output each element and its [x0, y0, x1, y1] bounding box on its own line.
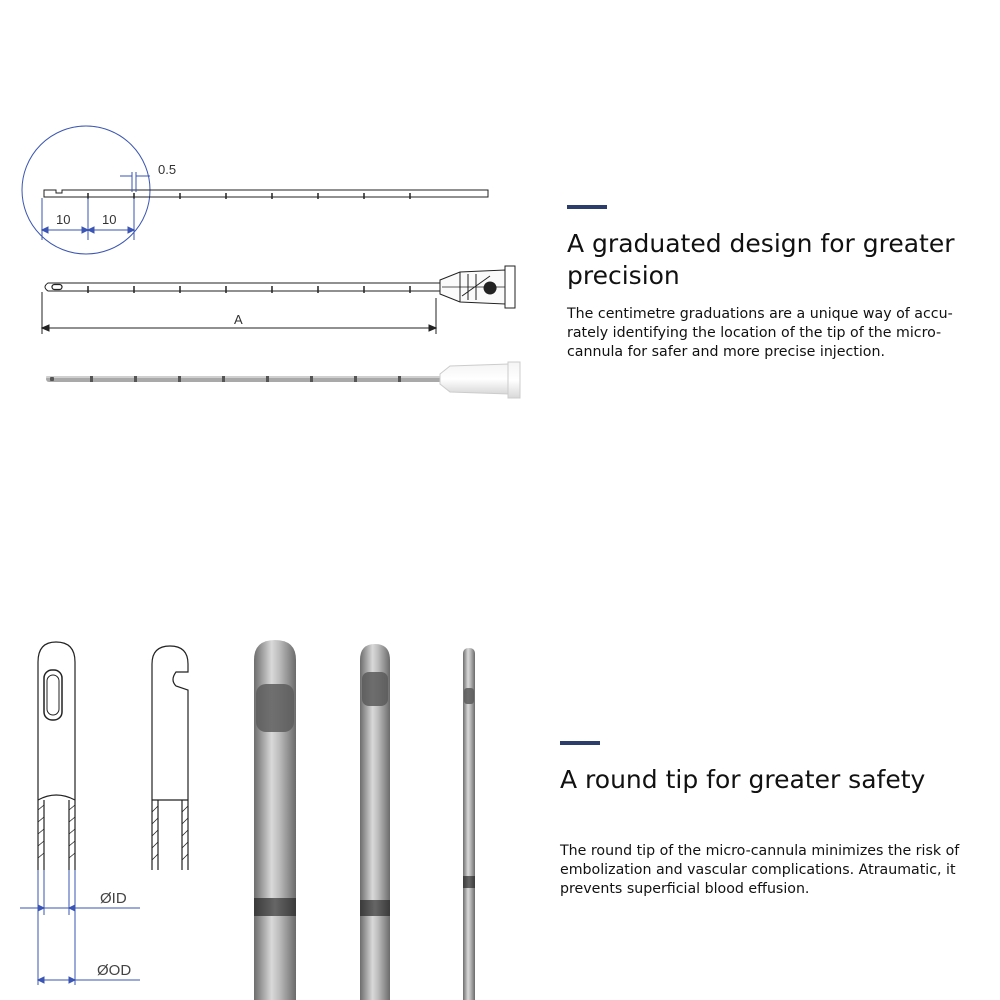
cannula-render-large [254, 640, 296, 1000]
tip-side-view [152, 646, 188, 870]
tip-front-view [38, 642, 75, 870]
cannula-render-medium [360, 644, 390, 1000]
length-label: A [234, 312, 243, 327]
section1-title-line1: A graduated design for greater [567, 229, 955, 258]
section1-body-line2: rately identifying the location of the tip of the micro- [567, 325, 942, 341]
graduation-ticks-row1 [88, 193, 410, 199]
graduation-diagram [0, 0, 540, 420]
gap-label: 0.5 [158, 162, 177, 177]
spacing-label-2: 10 [102, 212, 117, 227]
section1-accent-bar [567, 205, 607, 209]
section1-title [567, 228, 955, 292]
outer-diameter-label: ØOD [97, 962, 132, 979]
tip-diagram [0, 620, 540, 1000]
cannula-photo [46, 362, 520, 398]
section2-body-line2: embolization and vascular complications. Atraumatic, it [560, 862, 956, 878]
section1-body-line3: cannula for safer and more precise injection. [567, 344, 885, 360]
section1-title-line2: precision [567, 261, 680, 290]
section2-title: A round tip for greater safety [560, 765, 926, 794]
inner-diameter-label: ØID [100, 890, 127, 907]
section1-body-line1: The centimetre graduations are a unique way of accu- [567, 306, 953, 322]
section2-accent-bar [560, 741, 600, 745]
gap-dimension [120, 172, 150, 192]
section2-body [560, 842, 988, 899]
graduation-ticks-row2 [88, 286, 410, 293]
section1-body [567, 305, 953, 362]
section2-body-line3: prevents superficial blood effusion. [560, 881, 810, 897]
cannula-render-thin [463, 648, 475, 1000]
cannula-graduated-outline [44, 190, 488, 199]
section2-body-line1: The round tip of the micro-cannula minimizes the risk of [560, 843, 960, 859]
spacing-label-1: 10 [56, 212, 71, 227]
cannula-with-hub [45, 266, 515, 308]
